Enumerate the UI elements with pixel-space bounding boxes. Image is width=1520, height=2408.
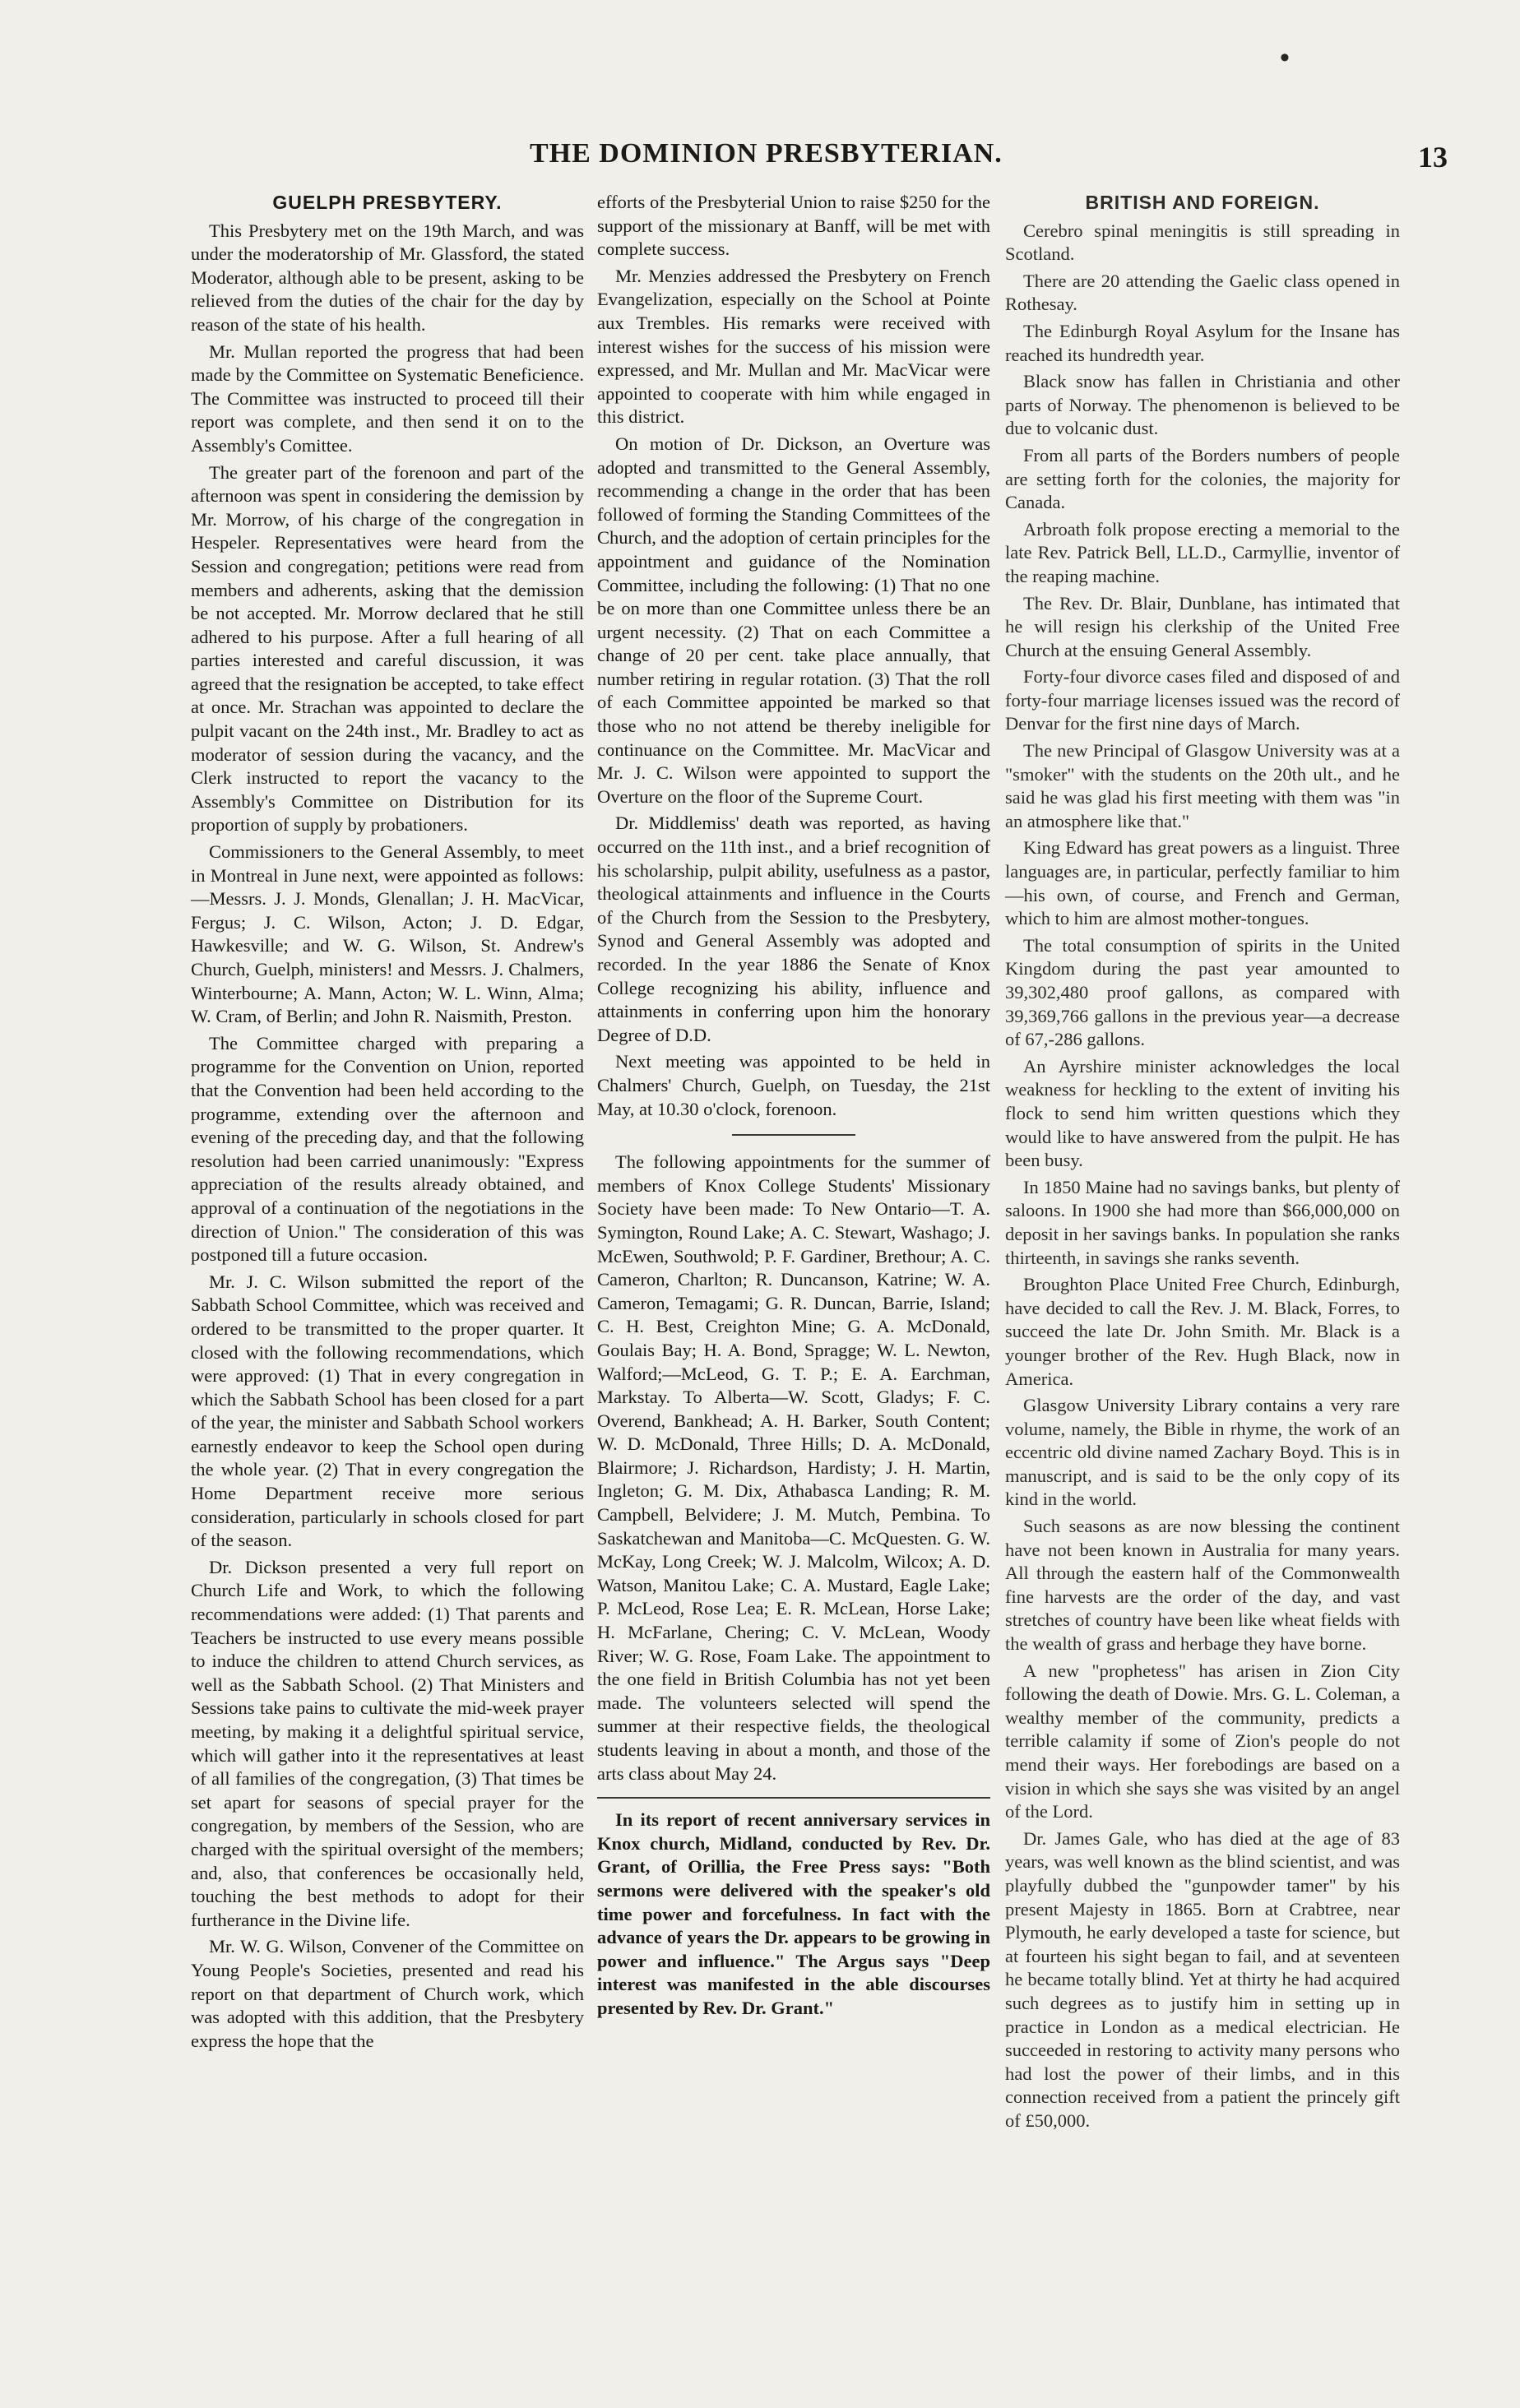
ink-mark: • <box>1280 43 1290 73</box>
column-presbytery-continued <box>597 191 990 2024</box>
paragraph: Dr. Dickson presented a very full report on Church Life and Work, to which the following recommendations were added: (1) That parents and Teachers be instructed to use every means possible to induce the children to attend Church services, as well as the Sabbath School. (2) That Ministers and Sessions take pains to cultivate the mid-week prayer meeting, by making it a delightful spiritual service, which will gather into it the representatives at least of all families of the congregation, (3) That times be set apart for seasons of special prayer for the congregation, by members of the Session, who are charged with the spiritual oversight of the members; and, also, that conferences be occasionally held, touching the best methods to adopt for their furtherance in the Divine life. <box>191 1556 584 1930</box>
section-heading: GUELPH PRESBYTERY. <box>272 192 503 213</box>
section-rule <box>732 1134 855 1136</box>
column-guelph-presbytery <box>191 191 584 2056</box>
paragraph: This Presbytery met on the 19th March, and was under the moderatorship of Mr. Glassford, the stated Moderator, although able to be present, asking to be relieved from the duties of the chair for the day by reason of the state of his health. <box>191 220 584 335</box>
paragraph: Next meeting was appointed to be held in Chalmers' Church, Guelph, on Tuesday, the 21st May, at 10.30 o'clock, forenoon. <box>597 1051 990 1119</box>
paragraph: Dr. Middlemiss' death was reported, as having occurred on the 11th inst., and a brief recognition of his scholarship, pulpit ability, usefulness as a pastor, theological attainments and influence in the Courts of the Church from the Session to the Presbytery, Synod and General Assembly was adopted and recorded. In the year 1886 the Senate of Knox College recognizing his ability, influence and attainments in conferring upon him the honorary Degree of D.D. <box>597 813 990 1045</box>
paragraph: A new "prophetess" has arisen in Zion City following the death of Dowie. Mrs. G. L. Coleman, a wealthy member of the community, predicts a terrible calamity if some of Zion's people do not mend their ways. Her forebodings are based on a vision in which she says she was visited by an angel of the Lord. <box>1005 1660 1400 1822</box>
paragraph: There are 20 attending the Gaelic class opened in Rothesay. <box>1005 270 1400 315</box>
paragraph: Broughton Place United Free Church, Edinburgh, have decided to call the Rev. J. M. Black, Forres, to succeed the late Dr. John Smith. Mr. Black is a younger brother of the Rev. Hugh Black, now in America. <box>1005 1274 1400 1389</box>
paragraph: The Committee charged with preparing a programme for the Convention on Union, reported that the Convention had been held according to the programme, extending over the afternoon and evening of the preceding day, and that the following resolution had been carried unanimously: "Express appreciation of the results already obtained, and approval of a continuation of the negotiations in the direction of Union." The consideration of this was postponed till a future occasion. <box>191 1032 584 1266</box>
paragraph: The Rev. Dr. Blair, Dunblane, has intimated that he will resign his clerkship of the United Free Church at the ensuing General Assembly. <box>1005 592 1400 660</box>
page-number: 13 <box>1418 141 1448 174</box>
section-heading: BRITISH AND FOREIGN. <box>1085 192 1320 213</box>
running-head: THE DOMINION PRESBYTERIAN. <box>530 138 1003 169</box>
paragraph: Mr. W. G. Wilson, Convener of the Committee on Young People's Societies, presented and read his report on that department of Church work, which was adopted with this addition, that the Presbytery express the hope that the <box>191 1936 584 2051</box>
paragraph: efforts of the Presbyterial Union to raise $250 for the support of the missionary at Banff, will be met with complete success. <box>597 192 990 260</box>
paragraph: The greater part of the forenoon and part of the afternoon was spent in considering the demission by Mr. Morrow, of his charge of the congregation in Hespeler. Representatives were heard from the Session and congregation; petitions were read from members and adherents, asking that the demission be not accepted. Mr. Morrow declared that he still adhered to his purpose. After a full hearing of all parties interested and careful discussion, it was agreed that the resignation be accepted, to take effect at once. Mr. Strachan was appointed to declare the pulpit vacant on the 24th inst., Mr. Bradley to act as moderator of session during the vacancy, and the Clerk instructed to report the vacancy to the Assembly's Committee on Distribution for its proportion of supply by probationers. <box>191 461 584 836</box>
paragraph: Arbroath folk propose erecting a memorial to the late Rev. Patrick Bell, LL.D., Carmyllie, inventor of the reaping machine. <box>1005 518 1400 586</box>
paragraph: Mr. J. C. Wilson submitted the report of the Sabbath School Committee, which was received and ordered to be transmitted to the proper quarter. It closed with the following recommendations, which were approved: (1) That in every congregation in which the Sabbath School has been closed for a part of the year, the minister and Sabbath School workers earnestly endeavor to keep the School open during the whole year. (2) That in every congregation the Home Department receive more serious consideration, particularly in schools closed for part of the season. <box>191 1271 584 1551</box>
paragraph: Cerebro spinal meningitis is still spreading in Scotland. <box>1005 220 1400 265</box>
appointments-notice: The following appointments for the summer of members of Knox College Students' Missionary Society have been made: To New Ontario—T. A. Symington, Round Lake; A. C. Stewart, Washago; J. McEwen, Southwold; P. F. Gardiner, Brethour; A. C. Cameron, Charlton; R. Duncanson, Katrine; W. A. Cameron, Temagami; G. R. Duncan, Barrie, Island; C. H. Best, Creighton Mine; G. A. McDonald, Goulais Bay; H. A. Bond, Spragge; W. L. Newton, Walford;—McLeod, G. T. P.; E. A. Earchman, Markstay. To Alberta—W. Scott, Gladys; F. C. Overend, Bankhead; A. H. Barker, South Content; W. D. McDonald, Three Hills; D. A. McDonald, Blairmore; J. Richardson, Hardisty; J. H. Martin, Ingleton; G. M. Dix, Athabasca Landing; R. M. Campbell, Belvidere; J. M. Mutch, Pembina. To Saskatchewan and Manitoba—C. McQuesten. G. W. McKay, Long Creek; W. J. Malcolm, Wilcox; A. D. Watson, Manitou Lake; C. A. Mustard, Eagle Lake; P. McLeod, Rose Lea; E. R. McLean, Horse Lake; H. McFarlane, Chering; C. V. McLean, Woody River; W. G. Rose, Foam Lake. The appointment to the one field in British Columbia has not yet been made. The volunteers selected will spend the summer at their respective fields, the theological students leaving in about a month, and those of the arts class about May 24. <box>597 1151 990 1784</box>
paragraph: On motion of Dr. Dickson, an Overture was adopted and transmitted to the General Assembly, recommending a change in the order that has been followed of forming the Standing Committees of the Church, and the adoption of certain principles for the appointment and guidance of the Nomination Committee, including the following: (1) That no one be on more than one Committee unless there be an urgent necessity. (2) That on each Committee a change of 20 per cent. take place annually, that number retiring in regular rotation. (3) That the roll of each Committee appointed be marked so that those who no not attend be thereby ineligible for continuance on the Committee. Mr. MacVicar and Mr. J. C. Wilson were appointed to support the Overture on the floor of the Supreme Court. <box>597 433 990 807</box>
paragraph: The total consumption of spirits in the United Kingdom during the past year amounted to 39,302,480 proof gallons, as compared with 39,369,766 gallons in the previous year—a decrease of 67,-286 gallons. <box>1005 934 1400 1050</box>
paragraph: In its report of recent anniversary services in Knox church, Midland, conducted by Rev. Dr. Grant, of Orillia, the Free Press says: "Both sermons were delivered with the speaker's old time power and forcefulness. In fact with the advance of years the Dr. appears to be growing in power and influence." The Argus says "Deep interest was manifested in the able discourses presented by Rev. Dr. Grant." <box>597 1809 990 2018</box>
column-british-and-foreign <box>1005 191 1400 2137</box>
paragraph: An Ayrshire minister acknowledges the local weakness for heckling to the extent of inviting his flock to send him written questions which they would like to have answered from the pulpit. He has been busy. <box>1005 1055 1400 1171</box>
paragraph: Black snow has fallen in Christiania and other parts of Norway. The phenomenon is believed to be due to volcanic dust. <box>1005 371 1400 439</box>
paragraph: Such seasons as are now blessing the continent have not been known in Australia for many years. All through the eastern half of the Commonwealth fine harvests are the order of the day, and vast stretches of country have been like wheat fields with the wealth of grass and herbage they have borne. <box>1005 1516 1400 1655</box>
anniversary-notice <box>597 1797 990 2020</box>
paragraph: Dr. James Gale, who has died at the age of 83 years, was well known as the blind scientist, and was playfully dubbed the "gunpowder tamer" by his present Majesty in 1865. Born at Crabtree, near Plymouth, he early developed a taste for science, but at fourteen his sight began to fail, and at seventeen he became totally blind. Yet at thirty he had acquired such degrees as to justify him in setting up in practice in London as a medical electrician. He succeeded in restoring to activity many persons who had lost the power of their limbs, and in this connection received from a patient the princely gift of £50,000. <box>1005 1827 1400 2131</box>
paragraph: Mr. Mullan reported the progress that had been made by the Committee on Systematic Beneficience. The Committee was instructed to proceed till their report was complete, and then send it on to the Assembly's Comittee. <box>191 340 584 456</box>
paragraph: The new Principal of Glasgow University was at a "smoker" with the students on the 20th ult., and he said he was glad his first meeting with them was "in an atmosphere like that." <box>1005 740 1400 831</box>
paragraph: Mr. Menzies addressed the Presbytery on French Evangelization, especially on the School at Pointe aux Trembles. His remarks were received with interest wishes for the success of his mission were expressed, and Mr. Mullan and Mr. MacVicar were appointed to cooperate with him while engaged in this district. <box>597 265 990 428</box>
paragraph: Commissioners to the General Assembly, to meet in Montreal in June next, were appointed as follows:—Messrs. J. J. Monds, Glenallan; J. H. MacVicar, Fergus; J. C. Wilson, Acton; J. D. Edgar, Hawkesville; and W. G. Wilson, St. Andrew's Church, Guelph, ministers! and Messrs. J. Chalmers, Winterbourne; A. Mann, Acton; W. L. Winn, Alma; W. Cram, of Berlin; and John R. Naismith, Preston. <box>191 841 584 1027</box>
paragraph: Glasgow University Library contains a very rare volume, namely, the Bible in rhyme, the work of an eccentric old divine named Zachary Boyd. This is in manuscript, and is said to be the only copy of its kind in the world. <box>1005 1395 1400 1510</box>
paragraph: In 1850 Maine had no savings banks, but plenty of saloons. In 1900 she had more than $66,000,000 on deposit in her savings banks. In population she ranks thirteenth, in savings she ranks seventh. <box>1005 1176 1400 1268</box>
paragraph: The Edinburgh Royal Asylum for the Insane has reached its hundredth year. <box>1005 320 1400 365</box>
paragraph: Forty-four divorce cases filed and disposed of and forty-four marriage licenses issued was the record of Denvar for the first nine days of March. <box>1005 666 1400 734</box>
paragraph: From all parts of the Borders numbers of people are setting forth for the colonies, the majority for Canada. <box>1005 444 1400 513</box>
paragraph: King Edward has great powers as a linguist. Three languages are, in particular, perfectly familiar to him—his own, of course, and French and German, which to him are almost mother-tongues. <box>1005 837 1400 929</box>
